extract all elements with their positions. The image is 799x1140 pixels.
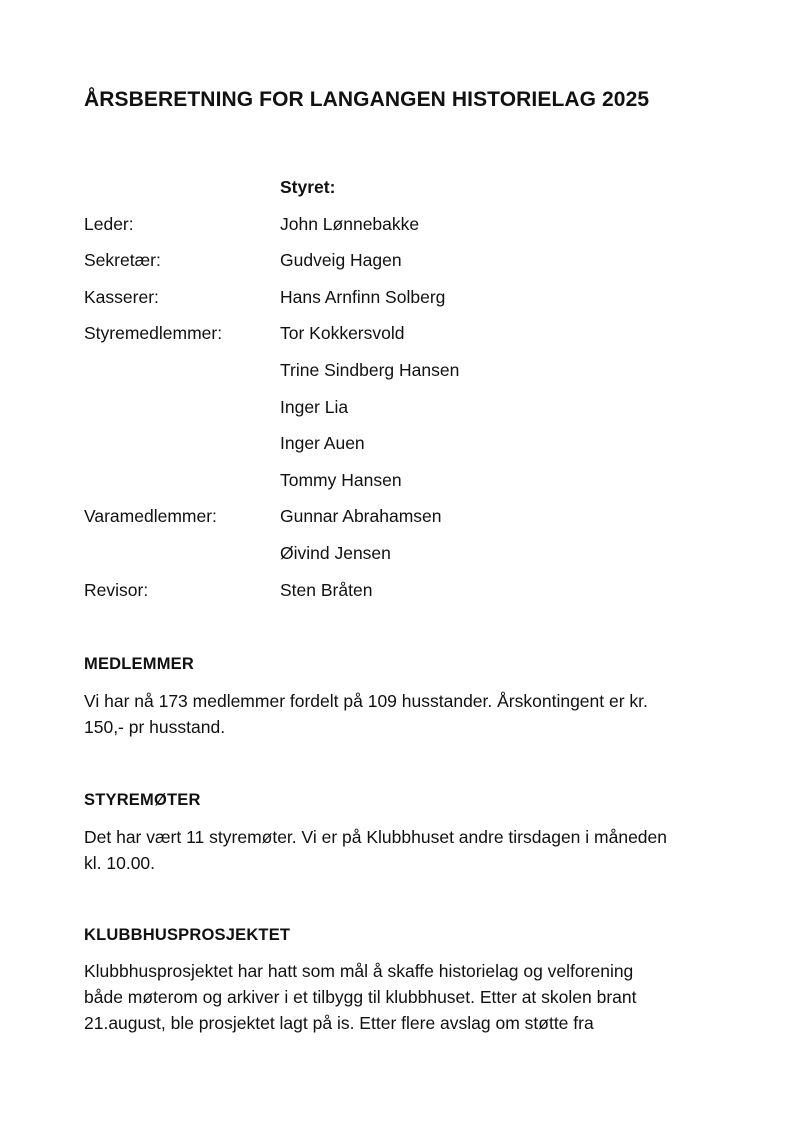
section-heading-medlemmer: MEDLEMMER (84, 655, 194, 673)
section-body-medlemmer (84, 688, 724, 740)
board-name: John Lønnebakke (280, 213, 420, 234)
board-heading-row (84, 176, 724, 213)
paragraph-line: Klubbhusprosjektet har hatt som mål å skaffe historielag og velforening (84, 961, 634, 981)
board-row (84, 505, 724, 542)
board-name: Trine Sindberg Hansen (280, 359, 460, 380)
paragraph-line: Vi har nå 173 medlemmer fordelt på 109 husstander. Årskontingent er kr. (84, 691, 648, 711)
paragraph-line: Det har vært 11 styremøter. Vi er på Klubbhuset andre tirsdagen i måneden (84, 827, 667, 847)
board-row (84, 579, 724, 616)
board-row (84, 359, 724, 396)
board-list (84, 176, 724, 615)
board-role: Kasserer: (84, 286, 159, 307)
paragraph-line: kl. 10.00. (84, 853, 156, 873)
board-role: Leder: (84, 213, 134, 234)
section-heading-styremoter: STYREMØTER (84, 791, 201, 809)
board-name: Sten Bråten (280, 579, 373, 600)
board-name: Tommy Hansen (280, 469, 402, 490)
board-row (84, 469, 724, 506)
paragraph-line: 150,- pr husstand. (84, 717, 226, 737)
board-role: Sekretær: (84, 250, 161, 271)
board-role: Revisor: (84, 579, 149, 600)
board-row (84, 542, 724, 579)
document-title: ÅRSBERETNING FOR LANGANGEN HISTORIELAG 2025 (84, 88, 650, 111)
paragraph-line: 21.august, ble prosjektet lagt på is. Etter flere avslag om støtte fra (84, 1013, 594, 1033)
paragraph-line: både møterom og arkiver i et tilbygg til klubbhuset. Etter at skolen brant (84, 987, 637, 1007)
board-row (84, 322, 724, 359)
board-name: Hans Arnfinn Solberg (280, 286, 446, 307)
board-name: Inger Lia (280, 396, 349, 417)
board-role: Styremedlemmer: (84, 323, 223, 344)
board-name: Tor Kokkersvold (280, 323, 405, 344)
section-body-styremoter (84, 824, 724, 876)
board-name: Inger Auen (280, 433, 365, 454)
board-name: Gunnar Abrahamsen (280, 506, 442, 527)
board-row (84, 286, 724, 323)
section-body-klubbhus (84, 958, 724, 1036)
board-row (84, 396, 724, 433)
board-name: Øivind Jensen (280, 542, 391, 563)
board-row (84, 249, 724, 286)
board-role: Varamedlemmer: (84, 506, 217, 527)
board-row (84, 213, 724, 250)
board-heading: Styret: (280, 177, 336, 197)
board-row (84, 432, 724, 469)
section-heading-klubbhus: KLUBBHUSPROSJEKTET (84, 926, 291, 944)
board-name: Gudveig Hagen (280, 250, 402, 271)
